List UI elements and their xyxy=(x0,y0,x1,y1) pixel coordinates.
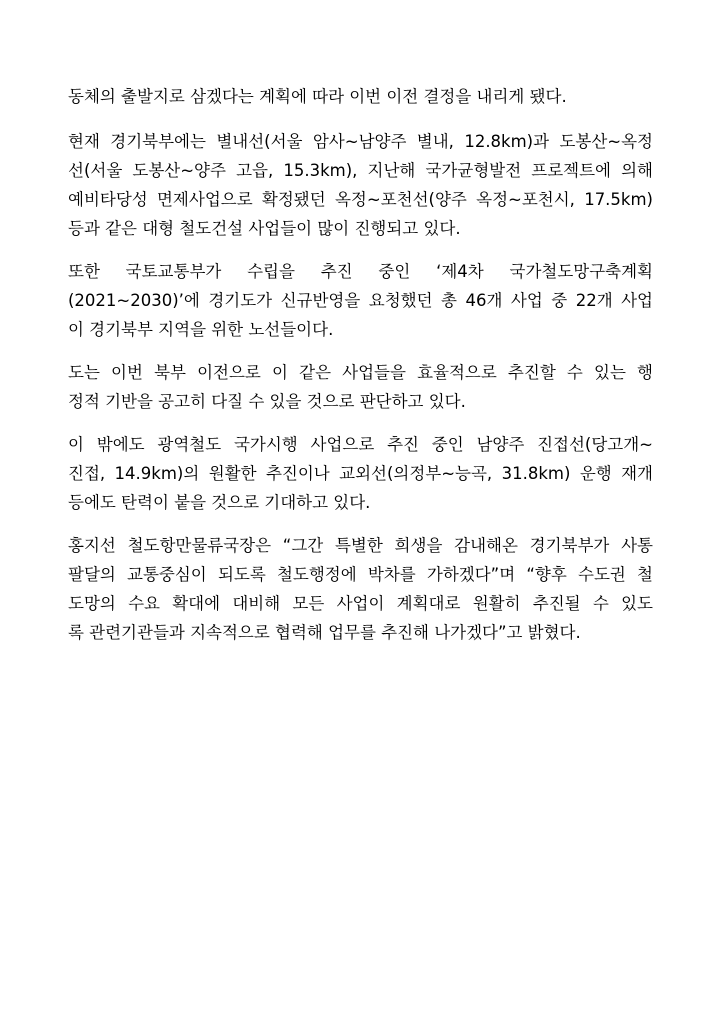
text-line: 등에도 탄력이 붙을 것으로 기대하고 있다. xyxy=(68,493,371,512)
text-line: 팔달의 교통중심이 되도록 철도행정에 박차를 가하겠다”며 “향후 수도권 철 xyxy=(68,565,653,584)
paragraph xyxy=(68,127,653,243)
text-line: 현재 경기북부에는 별내선(서울 암사~남양주 별내, 12.8km)과 도봉산~옥정 xyxy=(68,132,653,151)
paragraph xyxy=(68,82,653,111)
paragraph xyxy=(68,358,653,416)
paragraph xyxy=(68,257,653,344)
text-line: 예비타당성 면제사업으로 확정됐던 옥정~포천선(양주 옥정~포천시, 17.5km) xyxy=(68,190,653,209)
document-body xyxy=(68,82,653,661)
paragraph xyxy=(68,531,653,647)
text-line: 이 밖에도 광역철도 국가시행 사업으로 추진 중인 남양주 진접선(당고개~ xyxy=(68,435,653,454)
paragraph xyxy=(68,430,653,517)
text-line: 등과 같은 대형 철도건설 사업들이 많이 진행되고 있다. xyxy=(68,219,461,238)
text-line: (2021~2030)’에 경기도가 신규반영을 요청했던 총 46개 사업 중 22개 사업 xyxy=(68,291,653,310)
text-line: 선(서울 도봉산~양주 고읍, 15.3km), 지난해 국가균형발전 프로젝트에 의해 xyxy=(68,161,653,180)
text-line: 또한 국토교통부가 수립을 추진 중인 ‘제4차 국가철도망구축계획 xyxy=(68,262,653,281)
text-line: 록 관련기관들과 지속적으로 협력해 업무를 추진해 나가겠다”고 밝혔다. xyxy=(68,623,581,642)
text-line: 홍지선 철도항만물류국장은 “그간 특별한 희생을 감내해온 경기북부가 사통 xyxy=(68,536,653,555)
text-line: 도망의 수요 확대에 대비해 모든 사업이 계획대로 원활히 추진될 수 있도 xyxy=(68,594,653,613)
text-line: 정적 기반을 공고히 다질 수 있을 것으로 판단하고 있다. xyxy=(68,392,466,411)
text-line: 동체의 출발지로 삼겠다는 계획에 따라 이번 이전 결정을 내리게 됐다. xyxy=(68,87,567,106)
text-line: 이 경기북부 지역을 위한 노선들이다. xyxy=(68,320,334,339)
text-line: 도는 이번 북부 이전으로 이 같은 사업들을 효율적으로 추진할 수 있는 행 xyxy=(68,363,653,382)
text-line: 진접, 14.9km)의 원활한 추진이나 교외선(의정부~능곡, 31.8km) 운행 재개 xyxy=(68,464,653,483)
